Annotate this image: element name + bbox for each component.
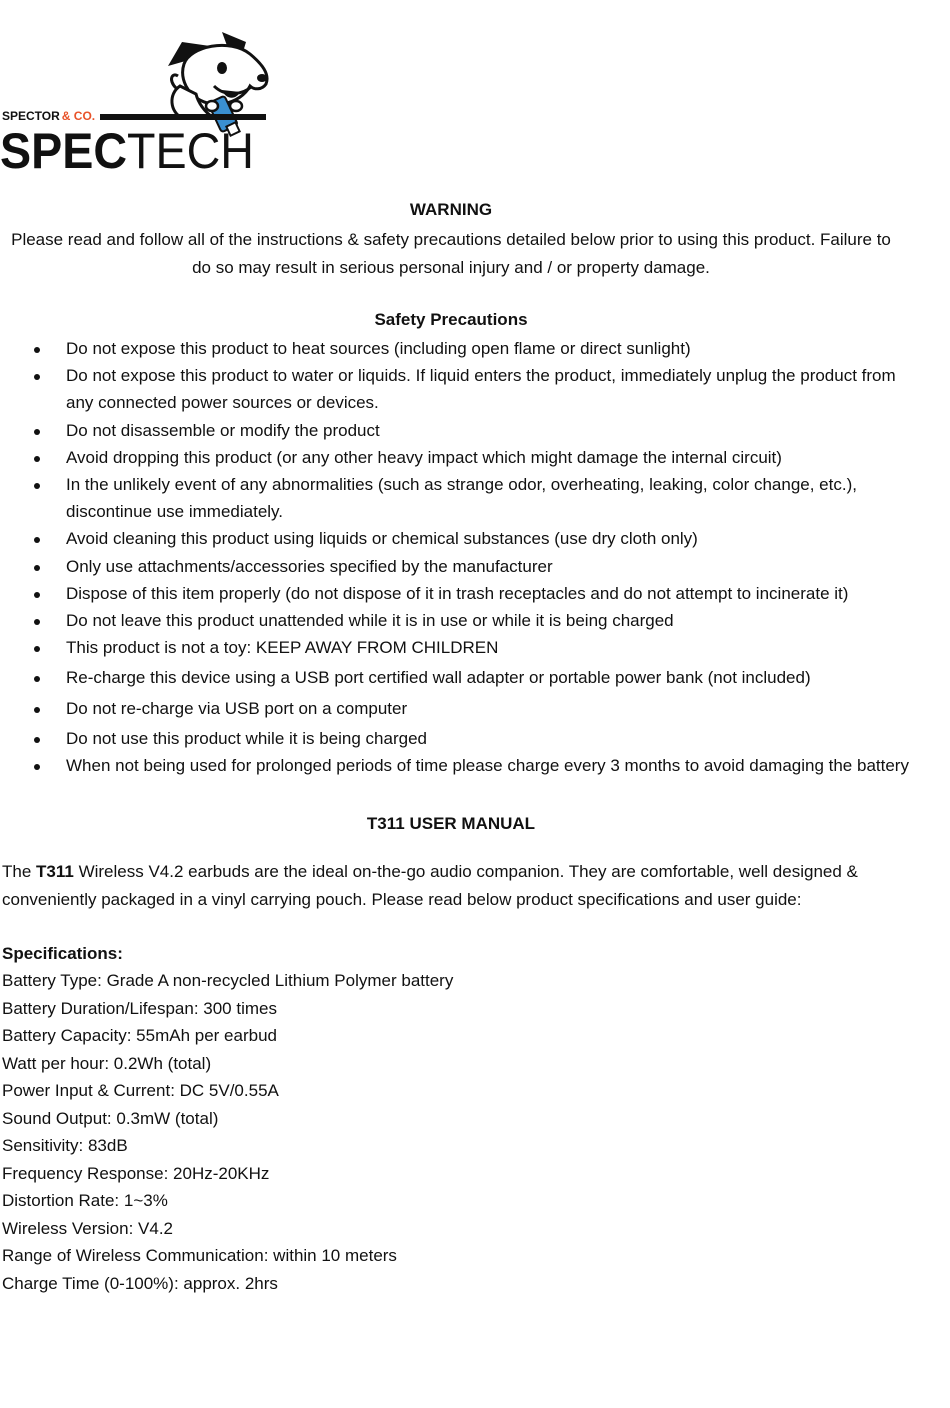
spec-item: Range of Wireless Communication: within 10 meters <box>2 1246 397 1265</box>
spec-item: Frequency Response: 20Hz-20KHz <box>2 1163 270 1183</box>
logo-bar <box>100 114 266 120</box>
list-item: Dispose of this item properly (do not dispose of it in trash receptacles and do not attempt to incinerate it) <box>0 580 920 607</box>
spec-item: Wireless Version: V4.2 <box>2 1218 174 1238</box>
warning-text: Please read and follow all of the instructions & safety precautions detailed below prior to using this product. Failure to do so may result in serious personal injury and / or property damage. <box>11 230 891 277</box>
spec-item: Charge Time (0-100%): approx. 2hrs <box>2 1273 278 1293</box>
safety-precautions-list <box>0 335 920 779</box>
list-item: Re-charge this device using a USB port certified wall adapter or portable power bank (not included) <box>0 664 920 691</box>
safety-precautions-title: Safety Precautions <box>374 310 528 329</box>
list-item: Do not expose this product to water or liquids. If liquid enters the product, immediately unplug the product from any connected power sources or devices. <box>0 362 920 416</box>
spec-item: Battery Duration/Lifespan: 300 times <box>2 998 277 1018</box>
logo-spector-text: SPECTOR & CO. <box>2 109 96 123</box>
specifications-title: Specifications: <box>2 944 123 963</box>
dog-mascot-icon <box>168 32 267 136</box>
spec-item: Battery Type: Grade A non-recycled Lithium Polymer battery <box>2 971 454 990</box>
intro-paragraph <box>2 858 922 914</box>
specifications-list <box>2 967 453 1297</box>
list-item: Do not expose this product to heat sources (including open flame or direct sunlight) <box>0 335 920 362</box>
list-item: Do not use this product while it is being charged <box>0 725 920 752</box>
spec-item: Sensitivity: 83dB <box>2 1136 128 1155</box>
intro-prefix: The <box>2 862 37 881</box>
logo-spectech-text: SPECTECH <box>0 123 264 173</box>
list-item: When not being used for prolonged periods of time please charge every 3 months to avoid damaging the battery <box>0 752 920 779</box>
list-item: Do not leave this product unattended while it is in use or while it is being charged <box>0 607 920 634</box>
list-item: Do not re-charge via USB port on a computer <box>0 695 920 722</box>
list-item: Avoid dropping this product (or any other heavy impact which might damage the internal circuit) <box>0 444 920 471</box>
list-item: Avoid cleaning this product using liquids or chemical substances (use dry cloth only) <box>0 525 920 552</box>
list-item: In the unlikely event of any abnormalities (such as strange odor, overheating, leaking, color change, etc.), discontinue use immediately. <box>0 471 920 525</box>
intro-model: T311 <box>36 862 74 881</box>
spec-item: Power Input & Current: DC 5V/0.55A <box>2 1081 279 1100</box>
list-item: This product is not a toy: KEEP AWAY FROM CHILDREN <box>0 634 920 661</box>
spec-item: Sound Output: 0.3mW (total) <box>2 1108 219 1128</box>
spec-item: Battery Capacity: 55mAh per earbud <box>2 1026 277 1045</box>
user-manual-title: T311 USER MANUAL <box>366 814 536 833</box>
spec-item: Distortion Rate: 1~3% <box>2 1191 168 1210</box>
intro-text: Wireless V4.2 earbuds are the ideal on-the-go audio companion. They are comfortable, well designed & conveniently packaged in a vinyl carrying pouch. Please read below product specifications and user guide: <box>2 862 858 909</box>
spectech-logo <box>0 28 272 173</box>
list-item: Only use attachments/accessories specified by the manufacturer <box>0 553 920 580</box>
list-item: Do not disassemble or modify the product <box>0 417 920 444</box>
spec-item: Watt per hour: 0.2Wh (total) <box>2 1053 212 1073</box>
warning-title: WARNING <box>409 200 493 219</box>
